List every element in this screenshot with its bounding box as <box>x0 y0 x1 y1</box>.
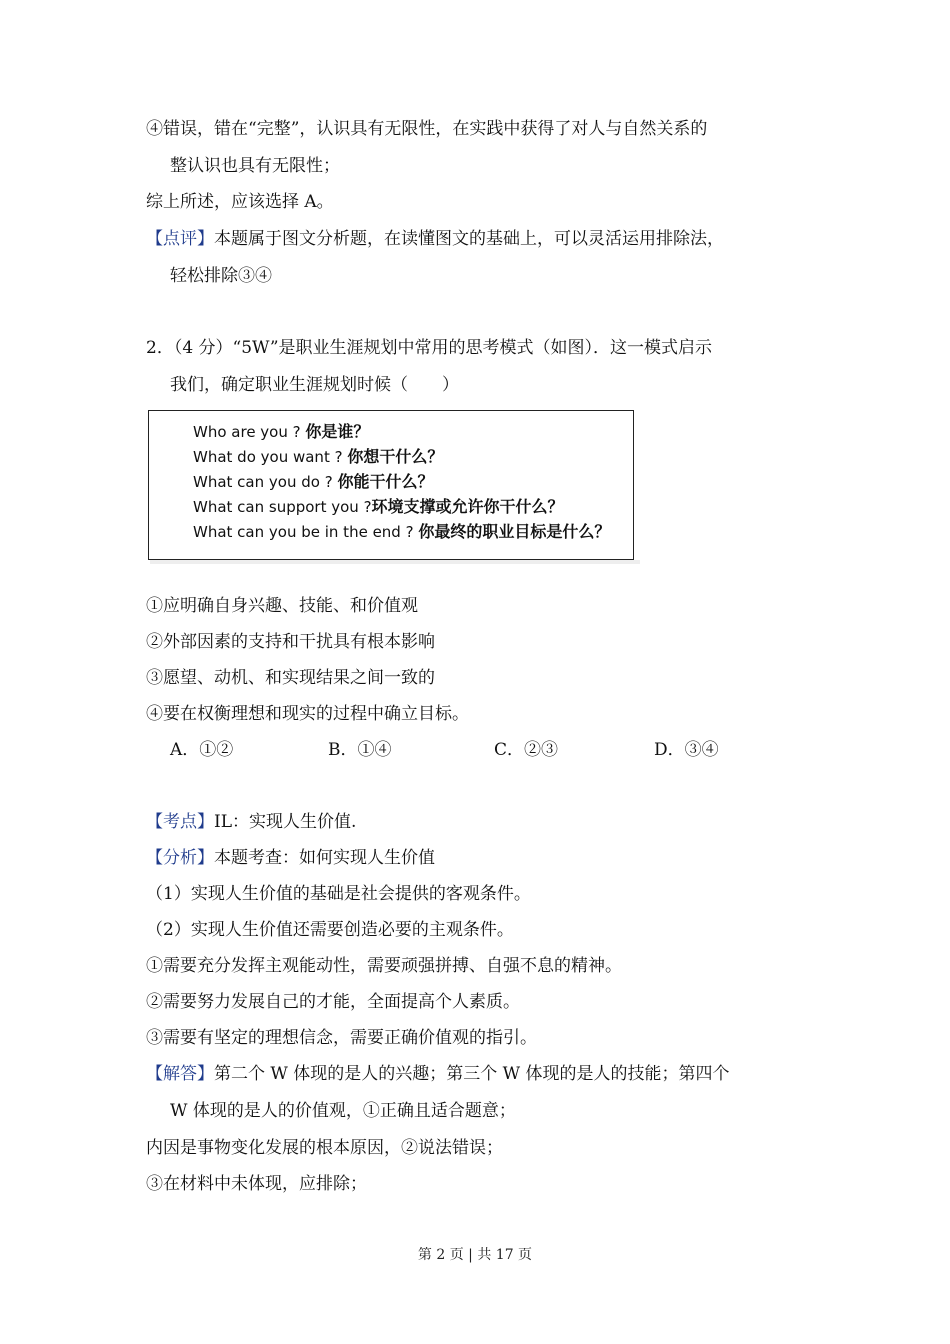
statement-1: ①应明确自身兴趣、技能、和价值观 <box>146 596 418 616</box>
fenxi-line <box>146 846 435 870</box>
fenxi-text: 本题考查：如何实现人生价值 <box>214 848 435 868</box>
jieda-line3: 内因是事物变化发展的根本原因，②说法错误； <box>146 1138 503 1158</box>
option-d: D．③④ <box>654 740 719 760</box>
figure-row <box>193 419 369 442</box>
figure-row-zh: 你是谁？ <box>305 422 370 441</box>
kaodian-line <box>146 810 356 834</box>
prev-comment-line2: 轻松排除③④ <box>170 266 272 286</box>
prev-conclusion: 综上所述，应该选择 A。 <box>146 192 334 212</box>
analysis-line-2: （2）实现人生价值还需要创造必要的主观条件。 <box>146 920 514 940</box>
page-footer: 第 2 页 | 共 17 页 <box>417 1247 533 1263</box>
figure-row-en: What can you do ? <box>193 473 333 491</box>
figure-row-en: What do you want ? <box>193 448 343 466</box>
statement-4: ④要在权衡理想和现实的过程中确立目标。 <box>146 704 469 724</box>
statement-2: ②外部因素的支持和干扰具有根本影响 <box>146 632 435 652</box>
figure-row-zh: 环境支撑或允许你干什么？ <box>371 497 564 516</box>
figure-row-zh: 你想干什么？ <box>347 447 444 466</box>
figure-row <box>193 469 433 492</box>
jieda-line2: W 体现的是人的价值观，①正确且适合题意； <box>170 1101 516 1121</box>
analysis-line-3: ①需要充分发挥主观能动性，需要顽强拼搏、自强不息的精神。 <box>146 956 622 976</box>
jieda-line4: ③在材料中未体现，应排除； <box>146 1174 367 1194</box>
figure-row-zh: 你能干什么？ <box>337 472 434 491</box>
prev-item4-line2: 整认识也具有无限性； <box>170 156 340 176</box>
analysis-line-4: ②需要努力发展自己的才能，全面提高个人素质。 <box>146 992 520 1012</box>
option-a: A．①② <box>170 740 234 760</box>
kaodian-tag: 【考点】 <box>146 812 214 832</box>
statement-3: ③愿望、动机、和实现结果之间一致的 <box>146 668 435 688</box>
q2-stem-line2: 我们，确定职业生涯规划时候（ ） <box>170 375 459 395</box>
option-c: C．②③ <box>494 740 559 760</box>
kaodian-text: IL：实现人生价值. <box>214 812 357 832</box>
option-b: B．①④ <box>328 740 392 760</box>
5w-figure <box>148 410 634 560</box>
jieda-text: 第二个 W 体现的是人的兴趣；第三个 W 体现的是人的技能；第四个 <box>214 1064 730 1084</box>
analysis-line-5: ③需要有坚定的理想信念，需要正确价值观的指引。 <box>146 1028 537 1048</box>
prev-item4-line1: ④错误，错在“完整”，认识具有无限性，在实践中获得了对人与自然关系的 <box>146 119 708 139</box>
jieda-line1 <box>146 1062 730 1086</box>
figure-row <box>193 444 443 467</box>
q2-stem-line1: 2．（4 分）“5W”是职业生涯规划中常用的思考模式（如图）．这一模式启示 <box>146 338 713 358</box>
figure-row <box>193 494 564 517</box>
comment-tag: 【点评】 <box>146 229 214 249</box>
figure-row <box>193 519 610 542</box>
comment-text: 本题属于图文分析题，在读懂图文的基础上，可以灵活运用排除法， <box>214 229 724 249</box>
figure-shadow <box>150 560 640 564</box>
figure-row-en: Who are you ? <box>193 423 301 441</box>
analysis-line-1: （1）实现人生价值的基础是社会提供的客观条件。 <box>146 884 531 904</box>
jieda-tag: 【解答】 <box>146 1064 214 1084</box>
fenxi-tag: 【分析】 <box>146 848 214 868</box>
figure-row-zh: 你最终的职业目标是什么？ <box>418 522 611 541</box>
figure-row-en: What can support you ? <box>193 498 372 516</box>
prev-comment-line1 <box>146 227 724 251</box>
figure-row-en: What can you be in the end ? <box>193 523 414 541</box>
